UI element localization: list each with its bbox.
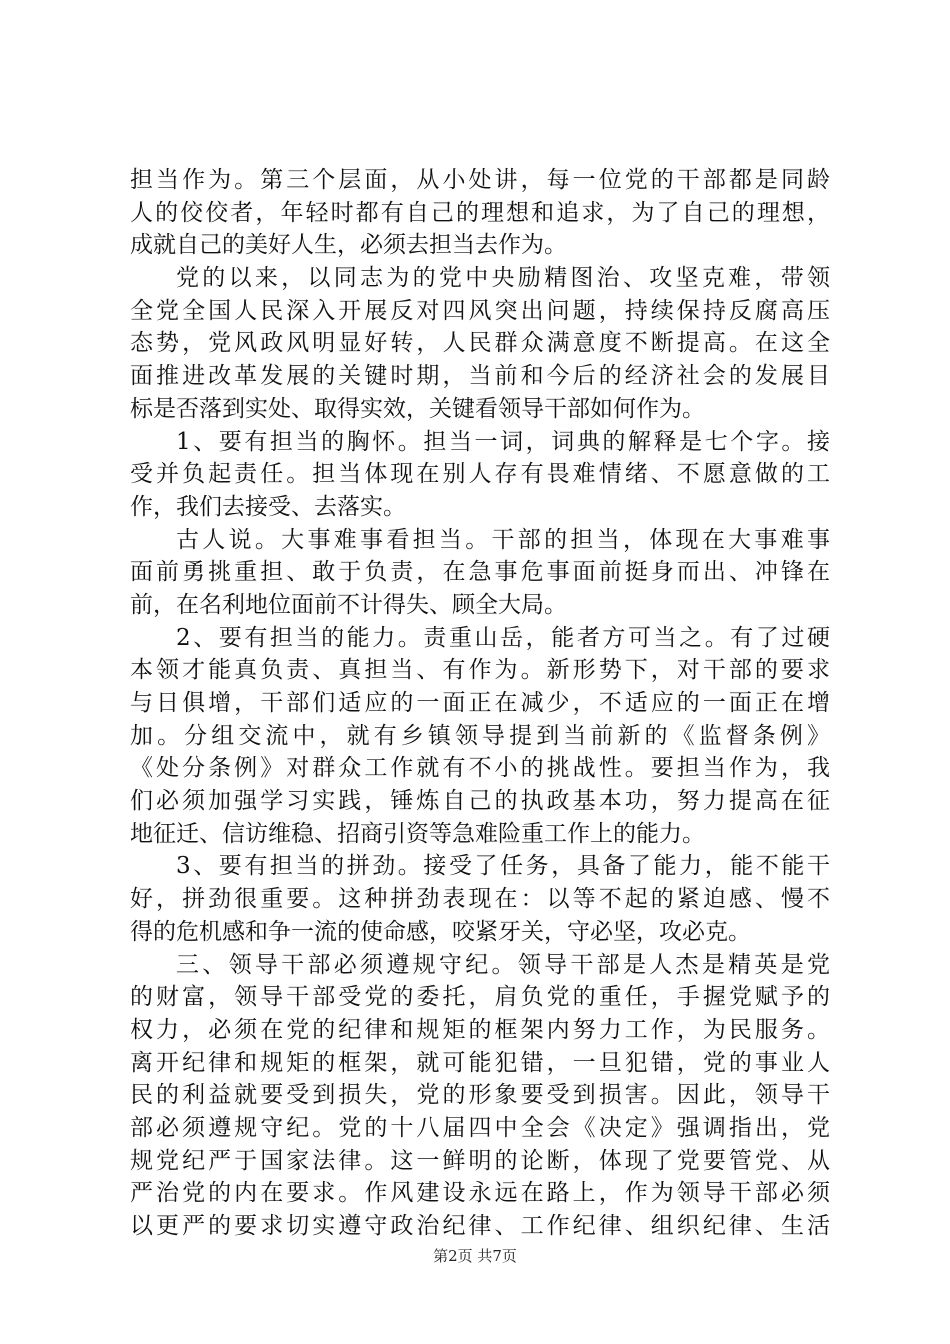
document-body <box>130 164 830 1243</box>
text-line-12: 古人说。大事难事看担当。干部的担当，体现在大事难事 <box>176 526 830 553</box>
text-line-25: 三、领导干部必须遵规守纪。领导干部是人杰是精英是党 <box>176 951 830 978</box>
text-line-15: 2、要有担当的能力。责重山岳，能者方可当之。有了过硬 <box>176 624 830 651</box>
text-line-26: 的财富，领导干部受党的委托，肩负党的重任，手握党赋予的 <box>130 984 830 1011</box>
text-line-13: 面前勇挑重担、敢于负责，在急事危事面前挺身而出、冲锋在 <box>130 559 830 586</box>
text-line-6: 态势，党风政风明显好转，人民群众满意度不断提高。在这全 <box>130 330 830 357</box>
text-line-24: 得的危机感和争一流的使命感，咬紧牙关，守必坚，攻必克。 <box>130 918 751 945</box>
text-line-11: 作，我们去接受、去落实。 <box>130 493 406 520</box>
text-line-21: 地征迁、信访维稳、招商引资等急难险重工作上的能力。 <box>130 820 705 847</box>
text-line-9: 1、要有担当的胸怀。担当一词，词典的解释是七个字。接 <box>176 428 830 455</box>
text-line-28: 离开纪律和规矩的框架，就可能犯错，一旦犯错，党的事业人 <box>130 1049 830 1076</box>
text-line-30: 部必须遵规守纪。党的十八届四中全会《决定》强调指出，党 <box>130 1114 830 1141</box>
text-line-27: 权力，必须在党的纪律和规矩的框架内努力工作，为民服务。 <box>130 1016 830 1043</box>
text-line-31: 规党纪严于国家法律。这一鲜明的论断，体现了党要管党、从 <box>130 1147 830 1174</box>
text-line-16: 本领才能真负责、真担当、有作为。新形势下，对干部的要求 <box>130 657 830 684</box>
text-line-8: 标是否落到实处、取得实效，关键看领导干部如何作为。 <box>130 395 705 422</box>
page-number-footer: 第2页 共7页 <box>433 1247 517 1265</box>
text-line-10: 受并负起责任。担当体现在别人存有畏难情绪、不愿意做的工 <box>130 461 830 488</box>
text-line-20: 们必须加强学习实践，锤炼自己的执政基本功，努力提高在征 <box>130 788 830 815</box>
text-line-22: 3、要有担当的拼劲。接受了任务，具备了能力，能不能干 <box>176 853 830 880</box>
text-line-14: 前，在名利地位面前不计得失、顾全大局。 <box>130 591 567 618</box>
text-line-5: 全党全国人民深入开展反对四风突出问题，持续保持反腐高压 <box>130 297 830 324</box>
text-line-4: 党的以来，以同志为的党中央励精图治、攻坚克难，带领 <box>176 265 830 292</box>
text-line-18: 加。分组交流中，就有乡镇领导提到当前新的《监督条例》 <box>130 722 830 749</box>
text-line-17: 与日俱增，干部们适应的一面正在减少，不适应的一面正在增 <box>130 690 830 716</box>
text-line-7: 面推进改革发展的关键时期，当前和今后的经济社会的发展目 <box>130 363 830 390</box>
text-line-19: 《处分条例》对群众工作就有不小的挑战性。要担当作为，我 <box>130 755 830 782</box>
text-line-23: 好，拼劲很重要。这种拼劲表现在：以等不起的紧迫感、慢不 <box>130 886 830 913</box>
text-line-1: 担当作为。第三个层面，从小处讲，每一位党的干部都是同龄 <box>130 167 830 193</box>
text-line-32: 严治党的内在要求。作风建设永远在路上，作为领导干部必须 <box>130 1180 830 1207</box>
text-line-2: 人的佼佼者，年轻时都有自己的理想和追求，为了自己的理想， <box>130 199 830 226</box>
text-line-3: 成就自己的美好人生，必须去担当去作为。 <box>130 232 567 259</box>
text-line-33: 以更严的要求切实遵守政治纪律、工作纪律、组织纪律、生活 <box>130 1213 830 1239</box>
text-line-29: 民的利益就要受到损失，党的形象要受到损害。因此，领导干 <box>130 1082 830 1109</box>
